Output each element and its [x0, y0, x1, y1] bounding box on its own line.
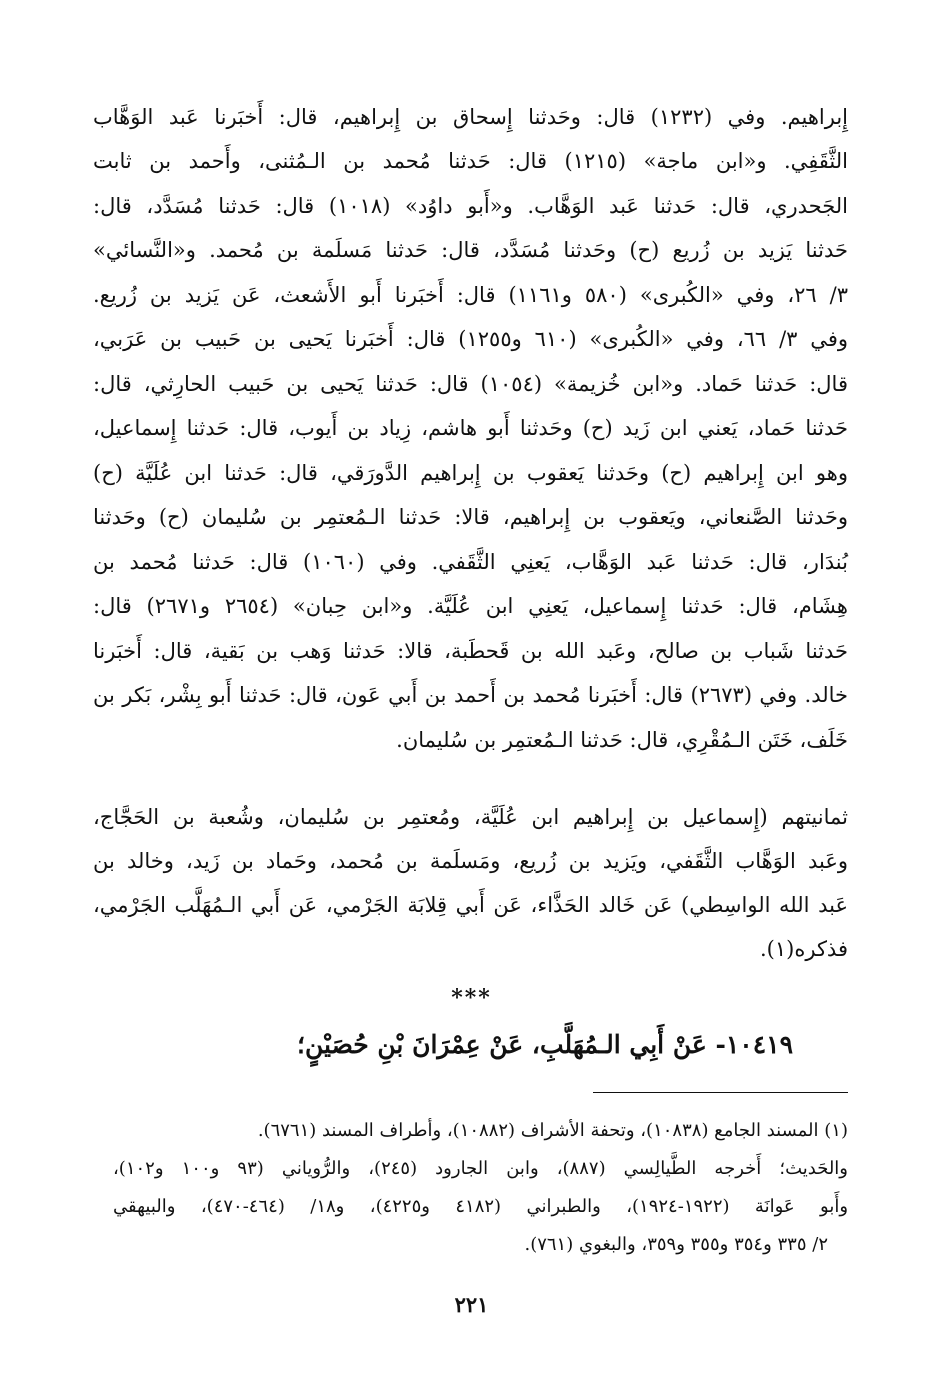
body-line: حَدثنا حَماد، يَعني ابن زَيد (ح) وحَدثنا أَبو هاشم، زِياد بن أَيوب، قال: حَدثنا إِسماعيل،	[93, 416, 848, 440]
section-separator: ***	[451, 985, 492, 1011]
footnote-line: والحَديث؛ أَخرجه الطَّيالِسي (٨٨٧)، وابن الجارود (٢٤٥)، والرُّوياني (٩٣ و١٠٠ و١٠٢)،	[113, 1158, 848, 1179]
footnote-line: (١) المسند الجامع (١٠٨٣٨)، وتحفة الأشراف (١٠٨٨٢)، وأطراف المسند (٦٧٦١).	[257, 1120, 848, 1141]
body-line: وحَدثنا الصَّنعاني، ويَعقوب بن إِبراهيم، قالا: حَدثنا الـمُعتمِر بن سُليمان (ح) وحَدثنا	[93, 505, 848, 529]
body-line: وهو ابن إِبراهيم (ح) وحَدثنا يَعقوب بن إِبراهيم الدَّورَقي، قال: حَدثنا ابن عُلَيَّة (ح)	[93, 461, 848, 485]
hadith-heading: ١٠٤١٩- عَنْ أَبِي الـمُهَلَّبِ، عَنْ عِمْرَانَ بْنِ حُصَيْنٍ؛	[297, 1030, 793, 1059]
body-line: فذكره(١).	[760, 937, 848, 961]
body-line: وعَبد الوَهَّاب الثَّقَفي، ويَزيد بن زُريع، ومَسلَمة بن مُحمد، وحَماد بن زَيد، وخالد بن	[93, 849, 848, 873]
footnote-line: وأَبو عَوانَة (١٩٢٢-١٩٢٤)، والطبراني (٤١٨٢ و٤٢٢٥)، و١٨/ (٤٦٤-٤٧٠)، والبيهقي	[113, 1196, 849, 1217]
footnote-line: ٢/ ٣٣٥ و٣٥٤ و٣٥٥ و٣٥٩، والبغوي (٧٦١).	[524, 1234, 828, 1255]
page-number: ٢٢١	[454, 1292, 489, 1317]
body-line: وفي ٣/ ٦٦، وفي «الكُبرى» (٦١٠ و١٢٥٥) قال: أَخبَرنا يَحيى بن حَبيب بن عَرَبي،	[93, 327, 848, 351]
body-line: إِبراهيم. وفي (١٢٣٢) قال: وحَدثنا إِسحاق بن إِبراهيم، قال: أَخبَرنا عَبد الوَهَّاب	[93, 105, 849, 129]
body-line: الثَّقَفِي. و«ابن ماجة» (١٢١٥) قال: حَدثنا مُحمد بن الـمُثنى، وأَحمد بن ثابت	[93, 149, 849, 173]
footnote-divider	[593, 1092, 848, 1093]
body-line: قال: حَدثنا حَماد. و«ابن خُزيمة» (١٠٥٤) قال: حَدثنا يَحيى بن حَبيب الحارِثي، قال:	[93, 372, 848, 396]
body-line: خالد. وفي (٢٦٧٣) قال: أَخبَرنا مُحمد بن أَحمد بن أَبي عَون، قال: حَدثنا أَبو بِشْر، بَكر بن	[93, 683, 848, 707]
body-line: ٣/ ٢٦، وفي «الكُبرى» (٥٨٠ و١١٦١) قال: أَخبَرنا أَبو الأَشعث، عَن يَزيد بن زُريع.	[93, 283, 848, 307]
body-line: خَلَف، خَتَن الـمُقْرِي، قال: حَدثنا الـمُعتمِر بن سُليمان.	[396, 728, 848, 752]
body-line: ثمانيتهم (إِسماعيل بن إِبراهيم ابن عُلَيَّة، ومُعتمِر بن سُليمان، وشُعبة بن الحَجَّاج،	[93, 805, 848, 829]
body-line: حَدثنا يَزيد بن زُريع (ح) وحَدثنا مُسَدَّد، قال: حَدثنا مَسلَمة بن مُحمد. و«النَّسائي»	[93, 238, 848, 262]
body-line: بُندَار، قال: حَدثنا عَبد الوَهَّاب، يَعنِي الثَّقَفي. وفي (١٠٦٠) قال: حَدثنا مُحمد بن	[93, 550, 848, 574]
body-line: الجَحدري، قال: حَدثنا عَبد الوَهَّاب. و«أَبو داوُد» (١٠١٨) قال: حَدثنا مُسَدَّد، قال:	[93, 194, 848, 218]
body-line: هِشَام، قال: حَدثنا إِسماعيل، يَعنِي ابن عُلَيَّة. و«ابن حِبان» (٢٦٥٤ و٢٦٧١) قال:	[93, 594, 848, 618]
body-line: عَبد الله الواسِطي) عَن خَالد الحَذَّاء، عَن أَبي قِلابَة الجَرْمي، عَن أَبي الـمُهَلَّب الجَرْمي،	[93, 893, 848, 917]
body-line: حَدثنا شَباب بن صالح، وعَبد الله بن قَحطَبة، قالا: حَدثنا وَهب بن بَقية، قال: أَخبَرنا	[93, 639, 848, 663]
